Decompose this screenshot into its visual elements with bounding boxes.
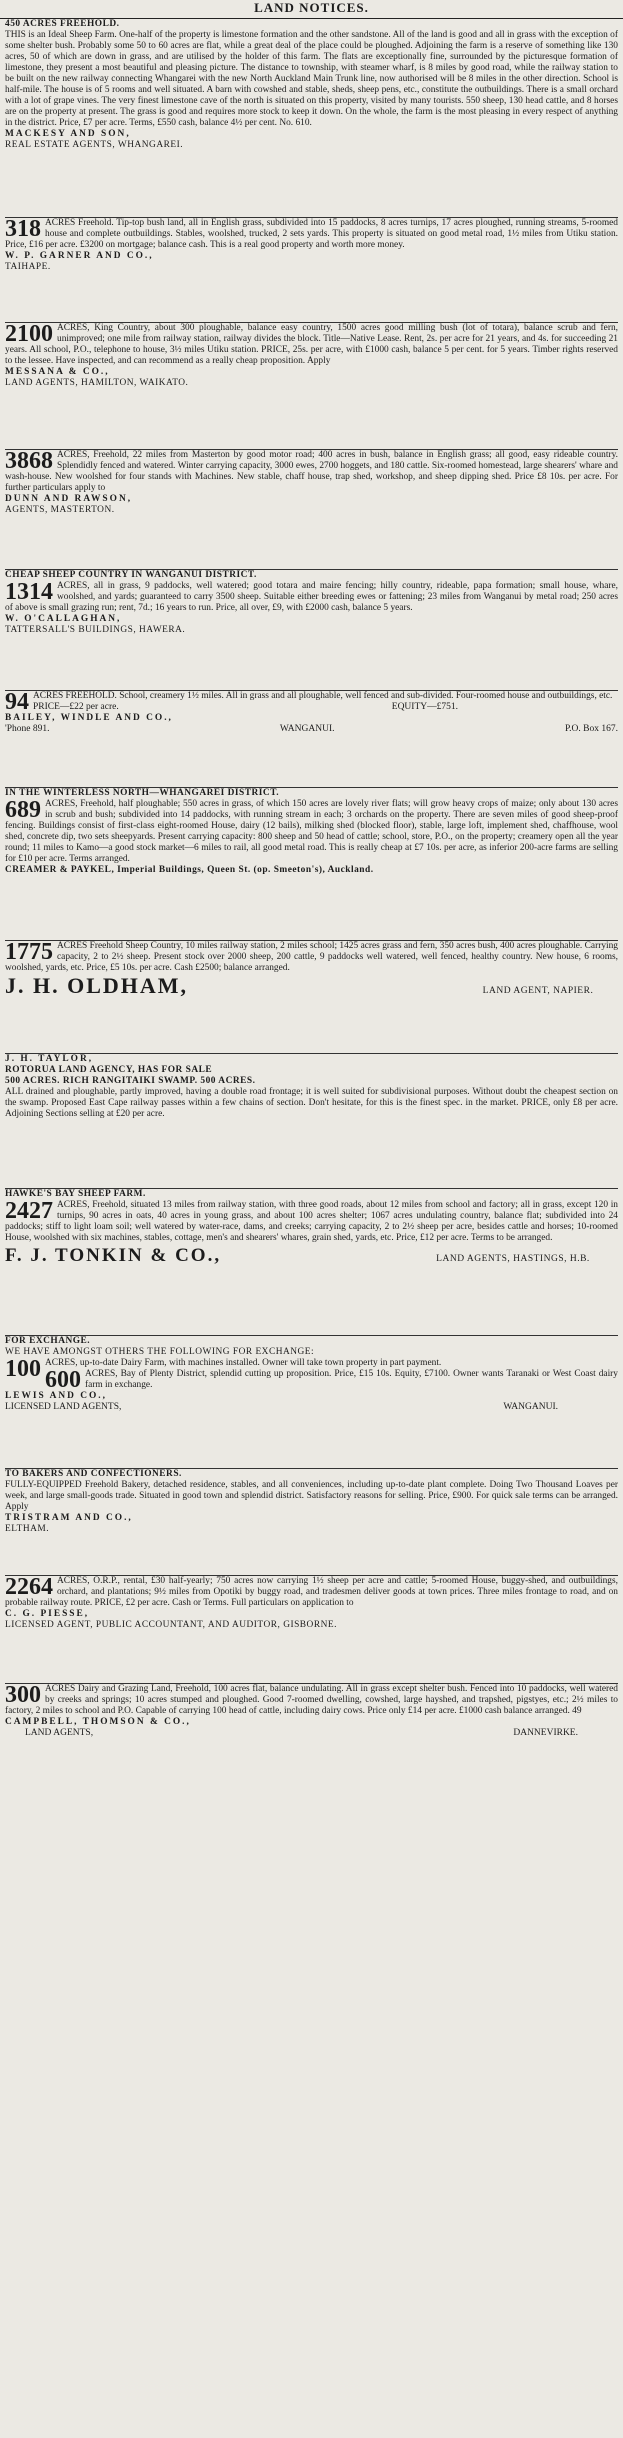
ad-318-acres bbox=[5, 218, 618, 323]
ad-2427-acres bbox=[5, 1189, 618, 1336]
agency-subtitle: ROTORUA LAND AGENCY, HAS FOR SALE bbox=[5, 1065, 213, 1075]
agent-name: MESSANA & CO., bbox=[5, 367, 110, 377]
agent-town: WANGANUI. bbox=[503, 1402, 558, 1412]
agent-name: F. J. TONKIN & CO., bbox=[5, 1245, 222, 1266]
po-box: P.O. Box 167. bbox=[564, 724, 618, 734]
ad-300-acres bbox=[5, 1684, 618, 1808]
agent-address: TATTERSALL'S BUILDINGS, HAWERA. bbox=[5, 625, 186, 635]
ad-689-acres bbox=[5, 788, 618, 941]
agent-address: ELTHAM. bbox=[5, 1524, 50, 1534]
agent-town: DANNEVIRKE. bbox=[513, 1728, 578, 1738]
ad-94-acres bbox=[5, 691, 618, 788]
ad-heading: FOR EXCHANGE. bbox=[5, 1336, 91, 1346]
ad-heading: TO BAKERS AND CONFECTIONERS. bbox=[5, 1469, 182, 1479]
agent-name: J. H. TAYLOR, bbox=[5, 1054, 94, 1064]
acreage-figure: 2427 bbox=[5, 1198, 53, 1224]
agent-name: C. G. PIESSE, bbox=[5, 1609, 90, 1619]
acreage-figure: 1314 bbox=[5, 579, 53, 605]
ad-2264-acres bbox=[5, 1576, 618, 1684]
agent-address: TAIHAPE. bbox=[5, 262, 51, 272]
ad-body: ALL drained and ploughable, partly improved, having a double road frontage; it is well suited for subdivisional purposes. Without doubt the cheapest section on the swamp. Proposed East Cape railway passes within a few chains of section. Don't hesitate, for this is the finest spec. in the market. PRICE, only £8 per acre. Adjoining Sections selling at £20 per acre. bbox=[5, 1087, 618, 1119]
ad-body: ACRES Dairy and Grazing Land, Freehold, 100 acres flat, balance undulating. All in grass except shelter bush. Fenced into 10 paddocks, well watered by creeks and springs; 10 acres stumped and ploughed. Good 7-roomed dwelling, cowshed, large hayshed, and trapshed, pigstyes, etc.; 2½ miles to factory, 2 miles to school and P.O. Capable of carrying 100 head of cattle, including dairy cows. Price only £14 per acre. £1000 cash balance arranged. bbox=[5, 1684, 618, 1716]
acreage-figure: 1775 bbox=[5, 941, 53, 965]
agent-address: REAL ESTATE AGENTS, WHANGAREI. bbox=[5, 140, 184, 150]
ad-ref-number: 49 bbox=[572, 1706, 582, 1716]
agent-name: TRISTRAM AND CO., bbox=[5, 1513, 133, 1523]
ad-subheading: WE HAVE AMONGST OTHERS THE FOLLOWING FOR EXCHANGE: bbox=[5, 1347, 315, 1357]
price-line: PRICE—£22 per acre. bbox=[33, 702, 119, 712]
ad-heading: 450 ACRES FREEHOLD. bbox=[5, 19, 120, 29]
ad-for-exchange bbox=[5, 1336, 618, 1469]
agent-name: DUNN AND RAWSON, bbox=[5, 494, 133, 504]
ad-body-2: ACRES, Bay of Plenty District, splendid cutting up proposition. Price, £15 10s. Equity, £7100. Owner wants Taranaki or West Coast dairy farm in exchange. bbox=[85, 1369, 618, 1390]
agent-name: MACKESY AND SON, bbox=[5, 129, 131, 139]
agent-address: LICENSED LAND AGENTS, bbox=[5, 1402, 122, 1412]
ad-body: ACRES Freehold. Tip-top bush land, all in English grass, subdivided into 15 paddocks, 8 acres turnips, 17 acres ploughed, running streams, 5-roomed house and complete outbuildings. Stables, woolshed, trucked, 2 sets yards. This property is situated on good metal road, 1½ miles from Utiku station. Price, £16 per acre. £3200 on mortgage; balance cash. This is a real good property and worth more money. bbox=[5, 218, 618, 250]
acreage-figure: 94 bbox=[5, 691, 29, 715]
acreage-figure: 2100 bbox=[5, 323, 53, 347]
acreage-figure: 318 bbox=[5, 218, 41, 242]
ad-body: ACRES, Freehold, half ploughable; 550 acres in grass, of which 150 acres are lovely river flats; will grow heavy crops of maize; only about 130 acres in scrub and bush; subdivided into 14 paddocks, with running stream in each; 3 orchards on the property. There are seven miles of good sheep-proof fencing. Buildings consist of first-class eight-roomed House, dairy (12 bails), milking shed (blocked floor), stable, large loft, implement shed, chaffhouse, wool shed, concrete dip, two sets sheepyards. Present carrying capacity: 800 sheep and 50 head of cattle; school, store, P.O., on the property; creamery open all the year round; 11 miles to Kamo—a good stock market—6 miles to rail, all good metal road. This is really cheap at £7 10s. per acre, as inferior 200-acre farms are selling for £10 per acre. Terms arranged. bbox=[5, 799, 618, 864]
agent-name: W. O'CALLAGHAN, bbox=[5, 614, 122, 624]
ad-body: ACRES FREEHOLD. School, creamery 1½ miles. All in grass and all ploughable, well fenced and sub-divided. Four-roomed house and outbuildings, etc. bbox=[33, 691, 613, 701]
ad-body: ACRES, Freehold, 22 miles from Masterton by good motor road; 400 acres in bush, balance in English grass; all good, easy rideable country. Splendidly fenced and watered. Winter carrying capacity, 3000 ewes, 2700 hoggets, and 180 cattle. Six-roomed homestead, large shearers' whare and wash-house. New woolshed for four stands with Machines. New stable, chaff house, trap shed, workshop, and sheep dipping shed. Price £8 10s. per acre. For further particulars apply to bbox=[5, 450, 618, 493]
acreage-figure: 3868 bbox=[5, 450, 53, 474]
agent-address: WANGANUI. bbox=[279, 724, 335, 734]
acreage-figure-2: 600 bbox=[45, 1367, 81, 1393]
agent-address: AGENTS, MASTERTON. bbox=[5, 505, 115, 515]
ad-heading: 500 ACRES. RICH RANGITAIKI SWAMP. 500 ACRES. bbox=[5, 1076, 256, 1086]
ad-body: ACRES, all in grass, 9 paddocks, well watered; good totara and maire fencing; hilly country, rideable, papa formation; small house, whare, woolshed, and yards; guaranteed to carry 3500 sheep. Suitable either breeding ewes or fattening; 23 miles from Wanganui by metal road; 250 acres of above is small grazing run; rent, 7d.; 16 years to run. Price, all over, £9, with £2000 cash, balance 5 years. bbox=[5, 581, 618, 613]
ad-body: THIS is an Ideal Sheep Farm. One-half of the property is limestone formation and the other sandstone. All of the land is good and all in grass with the exception of some shelter bush. Probably some 50 to 60 acres are flat, while a great deal of the place could be ploughed. Adjoining the farm is a reserve of something like 130 acres, 50 of which are down in grass, and are utilised by the holder of this farm. The flats are exceptionally fine, surrounded by the picturesque formation of limestone, they present a most beautiful and pleasing picture. The distance to township, with steamer wharf, is 8 miles by good road, while the railway station to be built on the new railway connecting Whangarei with the new North Auckland Main Trunk line, now authorised will be 8 miles in the other direction. School is half-mile. The house is of 5 rooms and well situated. A barn with cowshed and stable, sheds, sheep pens, etc., constitute the outbuildings. There is a small orchard with a lot of grape vines. The very finest limestone cave of the north is situated on this property, visited by many tourists. 550 sheep, 130 head cattle, and 8 horses are on the property at present. The grass is good and requires more stock to keep it down. On the whole, the farm is the most pleasing in every respect of anything in the district. Price, £7 per acre. Terms, £550 cash, balance 4½ per cent. No. 610. bbox=[5, 30, 618, 128]
ad-body: FULLY-EQUIPPED Freehold Bakery, detached residence, stables, and all conveniences, including up-to-date plant complete. Doing Two Thousand Loaves per week, and large small-goods trade. Situated in good town and splendid district. Satisfactory reasons for selling. Price, £900. For quick sale terms can be arranged. Apply bbox=[5, 1480, 618, 1512]
ad-body: ACRES, O.R.P., rental, £30 half-yearly; 750 acres now carrying 1½ sheep per acre and cattle; 5-roomed House, buggy-shed, and outbuildings, orchard, and plantations; 9½ miles from Opotiki by buggy road, and tradesmen deliver goods at town prices. Three miles frontage to road, and on probable railway route. PRICE, £2 per acre. Cash or Terms. Full particulars on application to bbox=[5, 1576, 618, 1608]
agent-address: LICENSED AGENT, PUBLIC ACCOUNTANT, AND AUDITOR, GISBORNE. bbox=[5, 1620, 337, 1630]
agent-name: BAILEY, WINDLE AND CO., bbox=[5, 713, 173, 723]
ad-body: ACRES, Freehold, situated 13 miles from railway station, with three good roads, about 12 miles from school and factory; all in grass, except 120 in turnips, 90 acres in oats, 40 acres in young grass, and about 100 acres shelter; 1067 acres undulating country, balance flat; subdivided into 24 paddocks; stiff to light loam soil; well watered by water-race, dams, and creeks; carrying capacity, 2 to 2½ sheep per acre, besides cattle and horses; 10-roomed House, woolshed with six machines, stables, cottage, men's and shearers' whares, grain shed, yards, etc. Price, £12 per acre. Terms to be arranged. bbox=[5, 1200, 618, 1243]
ad-heading: HAWKE'S BAY SHEEP FARM. bbox=[5, 1189, 146, 1199]
agent-line: CREAMER & PAYKEL, Imperial Buildings, Queen St. (op. Smeeton's), Auckland. bbox=[5, 865, 374, 875]
ad-body: ACRES, up-to-date Dairy Farm, with machines installed. Owner will take town property in part payment. bbox=[45, 1358, 442, 1368]
phone-number: 'Phone 891. bbox=[5, 724, 50, 734]
ad-body: ACRES, King Country, about 300 ploughable, balance easy country, 1500 acres good milling bush (lot of totara), balance scrub and fern, unimproved; one mile from railway station, railway divides the block. Title—Native Lease. Rent, 2s. per acre for 21 years, and 4s. for succeeding 21 years. All school, P.O., telephone to house, 3½ miles Utiku station. PRICE, 25s. per acre, with £1000 cash, balance 5 per cent. for 5 years. Timber rights reserved to the lessee. Have inspected, and can recommend as a really cheap proposition. Apply bbox=[5, 323, 618, 366]
ad-1775-acres bbox=[5, 941, 618, 1054]
ad-bakery bbox=[5, 1469, 618, 1576]
agent-address: LAND AGENTS, HAMILTON, WAIKATO. bbox=[5, 378, 189, 388]
ad-rangitaiki-swamp bbox=[5, 1054, 618, 1189]
ad-3868-acres bbox=[5, 450, 618, 570]
ad-450-acres-freehold bbox=[5, 19, 618, 218]
acreage-figure: 2264 bbox=[5, 1576, 53, 1600]
ad-2100-acres bbox=[5, 323, 618, 450]
ad-body: ACRES Freehold Sheep Country, 10 miles railway station, 2 miles school; 1425 acres grass and fern, 350 acres bush, 400 acres ploughable. Carrying capacity, 2 to 2½ sheep. Present stock over 2000 sheep, 200 cattle, 9 paddocks well watered, well fenced, healthy country. New house, 6 rooms, woolshed, yards, etc. Price, £5 10s. per acre. Cash £2500; balance arranged. bbox=[5, 941, 618, 973]
ad-heading: IN THE WINTERLESS NORTH—WHANGAREI DISTRICT. bbox=[5, 788, 280, 798]
masthead: LAND NOTICES. bbox=[0, 0, 623, 19]
agent-name: W. P. GARNER AND CO., bbox=[5, 251, 154, 261]
acreage-figure: 689 bbox=[5, 797, 41, 823]
agent-address: LAND AGENT, NAPIER. bbox=[482, 986, 594, 996]
agent-address: LAND AGENTS, bbox=[25, 1728, 94, 1738]
agent-address: LAND AGENTS, HASTINGS, H.B. bbox=[436, 1254, 590, 1264]
equity-line: EQUITY—£751. bbox=[391, 702, 458, 712]
agent-name: CAMPBELL, THOMSON & CO., bbox=[5, 1717, 191, 1727]
acreage-figure: 100 bbox=[5, 1356, 41, 1382]
agent-name: J. H. OLDHAM, bbox=[5, 973, 189, 998]
ad-heading: CHEAP SHEEP COUNTRY IN WANGANUI DISTRICT. bbox=[5, 570, 257, 580]
ad-1314-acres bbox=[5, 570, 618, 691]
agent-name: LEWIS AND CO., bbox=[5, 1391, 107, 1401]
acreage-figure: 300 bbox=[5, 1684, 41, 1708]
